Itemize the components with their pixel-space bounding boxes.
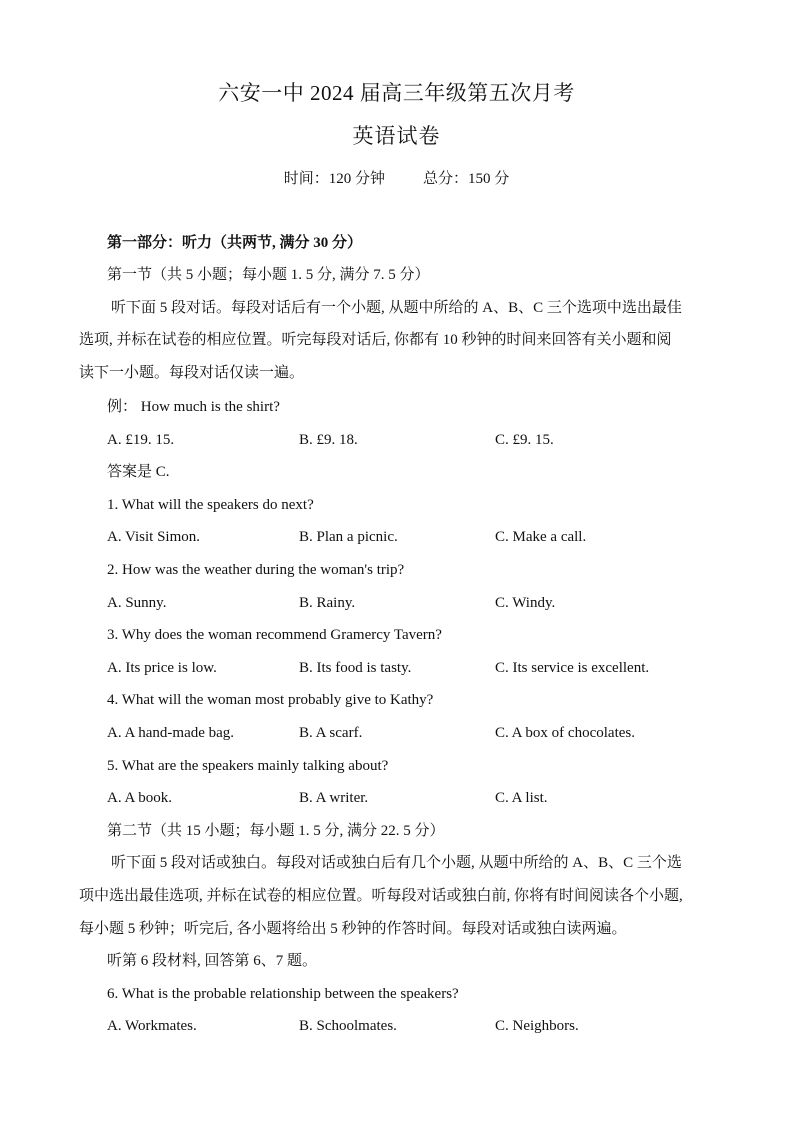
option-b: B. £9. 18. <box>299 432 358 448</box>
option-c: C. Neighbors. <box>495 1018 579 1034</box>
option-b: B. Schoolmates. <box>299 1018 397 1034</box>
option-a: A. A book. <box>107 790 173 806</box>
option-c: C. A list. <box>495 790 548 806</box>
exam-total-score: 总分：150 分 <box>423 171 510 187</box>
question-2-options <box>107 592 707 614</box>
section1-instruction-line: 读下一小题。每段对话仅读一遍。 <box>79 365 305 381</box>
question-3: 3. Why does the woman recommend Gramercy Tavern? <box>107 627 442 643</box>
section1-heading: 第一节（共 5 小题；每小题 1. 5 分, 满分 7. 5 分） <box>107 267 430 283</box>
option-c: C. £9. 15. <box>495 432 554 448</box>
option-a: A. £19. 15. <box>107 432 175 448</box>
question-5: 5. What are the speakers mainly talking about? <box>107 758 389 774</box>
question-6: 6. What is the probable relationship between the speakers? <box>107 986 459 1002</box>
question-1-options <box>107 526 707 548</box>
question-5-options <box>107 787 707 809</box>
section2-instruction-line: 听下面 5 段对话或独白。每段对话或独白后有几个小题, 从题中所给的 A、B、C 三个选 <box>111 855 682 871</box>
question-4: 4. What will the woman most probably give to Kathy? <box>107 692 434 708</box>
option-a: A. A hand-made bag. <box>107 725 235 741</box>
option-b: B. Plan a picnic. <box>299 529 398 545</box>
example-answer: 答案是 C. <box>107 464 170 480</box>
question-4-options <box>107 722 707 744</box>
option-b: B. A scarf. <box>299 725 363 741</box>
option-c: C. A box of chocolates. <box>495 725 635 741</box>
exam-time: 时间：120 分钟 <box>283 171 385 187</box>
question-1: 1. What will the speakers do next? <box>107 497 314 513</box>
option-b: B. Its food is tasty. <box>299 660 412 676</box>
option-a: A. Workmates. <box>107 1018 197 1034</box>
option-c: C. Windy. <box>495 595 556 611</box>
section2-instruction-line: 项中选出最佳选项, 并标在试卷的相应位置。听每段对话或独白前, 你将有时间阅读各个小题, <box>79 888 683 904</box>
section2-instruction-line: 每小题 5 秒钟；听完后, 各小题将给出 5 秒钟的作答时间。每段对话或独白读两遍。 <box>79 921 627 937</box>
option-a: A. Its price is low. <box>107 660 217 676</box>
exam-meta <box>0 168 793 190</box>
question-2: 2. How was the weather during the woman's trip? <box>107 562 405 578</box>
option-c: C. Its service is excellent. <box>495 660 650 676</box>
material-note: 听第 6 段材料, 回答第 6、7 题。 <box>107 953 318 969</box>
question-6-options <box>107 1015 707 1037</box>
section1-instruction-line: 选项, 并标在试卷的相应位置。听完每段对话后, 你都有 10 秒钟的时间来回答有关小题和阅 <box>79 332 672 348</box>
option-c: C. Make a call. <box>495 529 587 545</box>
option-b: B. A writer. <box>299 790 369 806</box>
example-question: 例： How much is the shirt? <box>107 399 280 415</box>
example-options <box>107 429 707 451</box>
option-a: A. Sunny. <box>107 595 167 611</box>
exam-title: 六安一中 2024 届高三年级第五次月考 <box>218 81 575 105</box>
part1-heading: 第一部分：听力（共两节, 满分 30 分） <box>107 235 363 251</box>
section1-instruction-line: 听下面 5 段对话。每段对话后有一个小题, 从题中所给的 A、B、C 三个选项中选出最佳 <box>111 300 682 316</box>
option-b: B. Rainy. <box>299 595 356 611</box>
option-a: A. Visit Simon. <box>107 529 201 545</box>
section2-heading: 第二节（共 15 小题；每小题 1. 5 分, 满分 22. 5 分） <box>107 823 445 839</box>
exam-subtitle: 英语试卷 <box>352 124 441 148</box>
question-3-options <box>107 657 707 679</box>
